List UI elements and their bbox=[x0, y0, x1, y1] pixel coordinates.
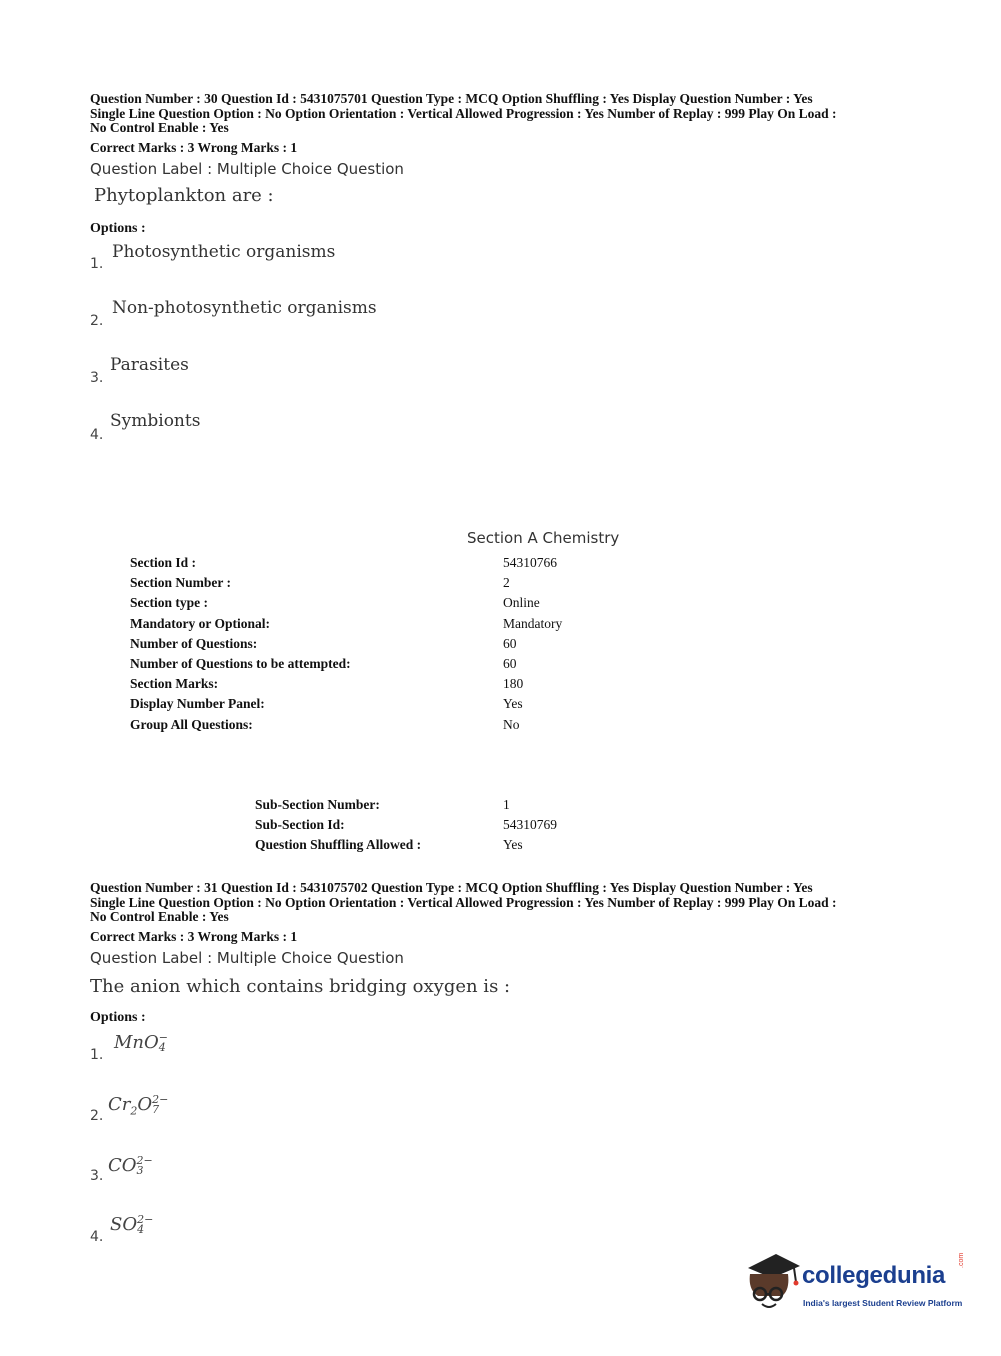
subsection-row-value: Yes bbox=[503, 837, 523, 853]
subsection-row-value: 54310769 bbox=[503, 817, 557, 833]
section-row bbox=[130, 656, 630, 676]
q30-option-4-text[interactable]: Symbionts bbox=[110, 411, 201, 431]
q31-meta-line3: No Control Enable : Yes bbox=[90, 909, 229, 924]
q31-options-heading: Options : bbox=[90, 1010, 146, 1025]
section-title: Section A Chemistry bbox=[467, 529, 620, 547]
formula-base: MnO bbox=[114, 1032, 159, 1053]
formula-subscript: 4 bbox=[137, 1223, 145, 1236]
logo-wordmark: collegedunia bbox=[802, 1262, 946, 1289]
collegedunia-logo[interactable] bbox=[742, 1250, 972, 1320]
q31-meta-line1: Question Number : 31 Question Id : 5431075702 Question Type : MCQ Option Shuffling : Yes Display Question Number : Yes bbox=[90, 880, 813, 895]
formula-charge: 2− bbox=[137, 1213, 154, 1226]
subsection-row bbox=[255, 817, 655, 837]
q31-option-2-number: 2. bbox=[90, 1108, 104, 1124]
q31-option-4-formula[interactable] bbox=[110, 1214, 153, 1235]
q31-option-3-formula[interactable] bbox=[108, 1155, 153, 1176]
section-row-label: Section Number : bbox=[130, 575, 231, 591]
formula-base: O bbox=[137, 1094, 153, 1115]
formula-base: SO bbox=[110, 1214, 138, 1235]
logo-suffix: .com bbox=[958, 1252, 965, 1268]
q30-meta-line3: No Control Enable : Yes bbox=[90, 120, 229, 135]
subsection-row bbox=[255, 797, 655, 817]
section-row-label: Section Marks: bbox=[130, 676, 219, 692]
q31-option-3-number: 3. bbox=[90, 1168, 104, 1184]
q30-option-4-number: 4. bbox=[90, 427, 104, 443]
formula-charge: 2− bbox=[136, 1154, 153, 1167]
section-row bbox=[130, 575, 630, 595]
section-row-value: No bbox=[503, 716, 520, 732]
formula-base: CO bbox=[108, 1155, 137, 1176]
formula-subscript: 4 bbox=[158, 1041, 166, 1054]
formula-charge: − bbox=[158, 1031, 168, 1044]
section-row-value: 60 bbox=[503, 655, 517, 671]
section-row-label: Section type : bbox=[130, 595, 208, 611]
subsection-row-label: Sub-Section Number: bbox=[255, 797, 380, 812]
section-row-label: Number of Questions to be attempted: bbox=[130, 655, 351, 671]
q31-option-2-formula[interactable] bbox=[108, 1094, 168, 1118]
q31-option-4-number: 4. bbox=[90, 1229, 104, 1245]
q31-option-1-number: 1. bbox=[90, 1047, 104, 1063]
section-row-value: Online bbox=[503, 595, 540, 611]
q31-marks: Correct Marks : 3 Wrong Marks : 1 bbox=[90, 929, 298, 944]
q30-option-2-number: 2. bbox=[90, 313, 104, 329]
section-row bbox=[130, 636, 630, 656]
q30-option-3-number: 3. bbox=[90, 370, 104, 386]
section-row bbox=[130, 717, 630, 737]
section-row-label: Number of Questions: bbox=[130, 635, 258, 651]
section-row bbox=[130, 676, 630, 696]
formula-subscript: 2 bbox=[130, 1104, 138, 1118]
mascot-icon bbox=[742, 1250, 802, 1312]
formula-charge: 2− bbox=[152, 1093, 169, 1106]
q30-meta bbox=[90, 92, 920, 136]
section-row bbox=[130, 555, 630, 575]
subsection-row-label: Question Shuffling Allowed : bbox=[255, 837, 422, 853]
section-row-value: 180 bbox=[503, 676, 524, 692]
q31-meta bbox=[90, 881, 920, 925]
q30-text: Phytoplankton are : bbox=[94, 185, 274, 206]
q30-option-2-text[interactable]: Non-photosynthetic organisms bbox=[112, 298, 377, 318]
formula-base: Cr bbox=[108, 1094, 131, 1115]
section-row-value: 60 bbox=[503, 635, 517, 651]
section-row-label: Group All Questions: bbox=[130, 716, 253, 732]
section-row-label: Display Number Panel: bbox=[130, 696, 265, 712]
q30-option-1-number: 1. bbox=[90, 256, 104, 272]
q30-option-1-text[interactable]: Photosynthetic organisms bbox=[112, 242, 336, 262]
section-row-value: Mandatory bbox=[503, 615, 563, 631]
section-row bbox=[130, 616, 630, 636]
formula-subscript: 7 bbox=[152, 1103, 160, 1116]
section-row-label: Mandatory or Optional: bbox=[130, 615, 271, 631]
section-row-value: 2 bbox=[503, 575, 510, 591]
q30-meta-line1: Question Number : 30 Question Id : 5431075701 Question Type : MCQ Option Shuffling : Yes Display Question Number : Yes bbox=[90, 91, 813, 106]
subsection-row-value: 1 bbox=[503, 797, 510, 812]
subsection-row bbox=[255, 837, 655, 857]
logo-tagline: India's largest Student Review Platform bbox=[803, 1298, 963, 1308]
section-row-value: Yes bbox=[503, 696, 523, 712]
q30-label: Question Label : Multiple Choice Question bbox=[90, 160, 404, 178]
section-row bbox=[130, 595, 630, 615]
q31-label: Question Label : Multiple Choice Question bbox=[90, 949, 404, 967]
q31-option-1-formula[interactable] bbox=[114, 1032, 168, 1053]
q30-marks: Correct Marks : 3 Wrong Marks : 1 bbox=[90, 140, 298, 155]
q30-option-3-text[interactable]: Parasites bbox=[110, 355, 189, 375]
q30-meta-line2: Single Line Question Option : No Option Orientation : Vertical Allowed Progression : Yes Number of Replay : 999 Play On Load : bbox=[90, 105, 837, 121]
q31-text: The anion which contains bridging oxygen is : bbox=[90, 976, 511, 997]
section-row bbox=[130, 696, 630, 716]
formula-subscript: 3 bbox=[136, 1164, 144, 1177]
section-info-table bbox=[130, 555, 630, 737]
q30-options-heading: Options : bbox=[90, 221, 146, 236]
section-row-value: 54310766 bbox=[503, 555, 557, 570]
section-row-label: Section Id : bbox=[130, 555, 197, 570]
subsection-row-label: Sub-Section Id: bbox=[255, 817, 345, 833]
q31-meta-line2: Single Line Question Option : No Option Orientation : Vertical Allowed Progression : Yes Number of Replay : 999 Play On Load : bbox=[90, 894, 837, 910]
subsection-info-table bbox=[255, 797, 655, 858]
